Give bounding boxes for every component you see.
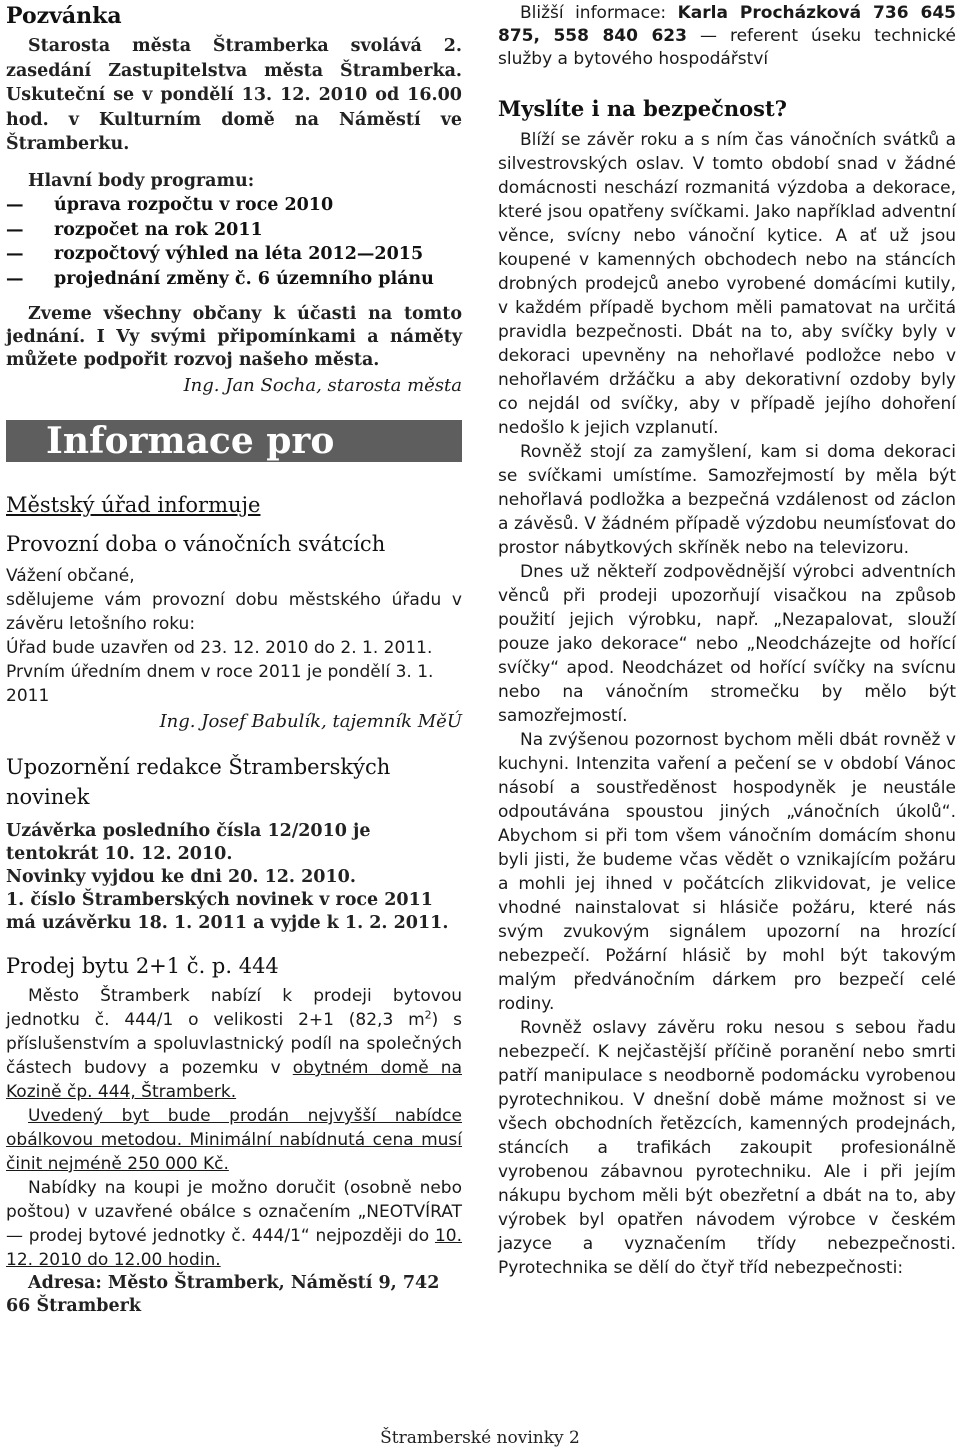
article-paragraph: Na zvýšenou pozornost bychom měli dbát rovněž v kuchyni. Intenzita vaření a pečení se v období Vánoc násobí a soustředěnost hospodyněk je neustále odpoutávána spoustou jiných „vánočních úkolů“. Abychom si při tom všem vánočním domácím shonu byli jisti, že budeme včas vědět o vznikajícím požáru a mohli jej ihned v počátcích zlikvidovat, je velice vhodné nainstalovat si hlásiče požáru, které nás svým zvukovým signálem upozorní na hrozící nebezpečí. Požární hlásič by mohl být takovým malým předvánočním dárkem pro bezpečí celé rodiny. (498, 730, 956, 1014)
safety-article (498, 128, 956, 1280)
office-text: sdělujeme vám provozní dobu městského úřadu v závěru letošního roku: (6, 590, 462, 634)
office-section (6, 492, 462, 734)
program-heading: Hlavní body programu: (28, 170, 255, 191)
program-list (6, 193, 462, 291)
sale-section (6, 953, 462, 1318)
left-column (6, 0, 462, 1318)
secretary-signature: Ing. Josef Babulík, tajemník MěÚ (159, 711, 462, 732)
notice-section (6, 752, 462, 935)
sale-description: Město Štramberk nabízí k prodeji bytovou jednotku č. 444/1 o velikosti 2+1 (82,3 $m^2$) s příslušenstvím a spoluvlastnický podíl na společných částech budovy a pozemku v obytném domě na Kozině čp. 444, Štramberk. (6, 986, 462, 1102)
office-greeting: Vážení občané, (6, 566, 135, 586)
invitation-title: Pozvánka (6, 3, 122, 29)
article-paragraph: Blíží se závěr roku a s ním čas vánočních svátků a silvestrovských oslav. V tomto období snad v žádné domácnosti neschází rozmanitá výzdoba a dekorace, které jsou opatřeny svíčkami. Jako například adventní věnce, svícny nebo vánoční kytice. A ať už jsou koupené v kamenných obchodech nebo na stáncích drobných prodejců anebo vyrobené domácími kutily, v každém případě bychom měli pamatovat na určitá pravidla bezpečnosti. Dbát na to, aby svíčky byly v dekoraci upevněny na nehořlavé podložce nebo v nehořlavém držáčku a aby dekorativní ozdoby byly co nejdál od svíčky, aby v případě jejího dohoření nedošlo k jejich vzplanutí. (498, 130, 956, 438)
article-paragraph: Rovněž oslavy závěru roku nesou s sebou řadu nebezpečí. K nejčastější příčině poranění nebo smrti patří manipulace s neodborně podomácku vyrobenou pyrotechnikou. V dnešní době máme možnost si ve všech obchodních řetězcích, kamenných prodejnách, stáncích a trafikách zakoupit profesionálně vyrobenou zábavnou pyrotechniku. Ale i při jejím nákupu bychom měli být obezřetní a dbát na to, aby výrobek byl opatřen návodem výrobce v českém jazyce a vyznačením třídy nebezpečnosti. Pyrotechnika se dělí do čtyř tříd nebezpečnosti: (498, 1018, 956, 1278)
notice-next: 1. číslo Štramberských novinek v roce 2011 má uzávěrku 18. 1. 2011 a vyjde k 1. 2. 2011. (6, 890, 449, 933)
section-banner: Informace pro občany (6, 420, 462, 462)
notice-heading: Upozornění redakce Štramberských novinek (6, 755, 391, 809)
office-closed: Úřad bude uzavřen od 23. 12. 2010 do 2. 1. 2011. (6, 638, 433, 658)
office-subheading: Provozní doba o vánočních svátcích (6, 532, 386, 556)
notice-deadline: Uzávěrka posledního čísla 12/2010 je tentokrát 10. 12. 2010. (6, 821, 371, 864)
list-item: — rozpočet na rok 2011 (6, 219, 263, 240)
sale-method: Uvedený byt bude prodán nejvyšší nabídce obálkovou metodou. Minimální nabídnutá cena musí činit nejméně 250 000 Kč. (6, 1106, 462, 1174)
safety-heading: Myslíte i na bezpečnost? (498, 96, 787, 121)
office-open: Prvním úředním dnem v roce 2011 je pondělí 3. 1. 2011 (6, 662, 434, 706)
right-column (498, 0, 956, 1280)
article-paragraph: Dnes už někteří zodpovědnější výrobci adventních věnců při prodeji upozorňují visačkou na způsob použití jejich výrobku, např. „Nezapalovat, slouží pouze jako dekorace“ nebo „Neodcházejte od hořící svíčky“ apod. Neodcházet od hořící svíčky na svícnu nebo na vánočním stromečku by mělo být samozřejmostí. (498, 562, 956, 726)
mayor-signature: Ing. Jan Socha, starosta města (183, 375, 462, 396)
sale-heading: Prodej bytu 2+1 č. p. 444 (6, 954, 279, 978)
page-footer: Štramberské novinky 2 (380, 1428, 580, 1448)
contact-info: Bližší informace: Karla Procházková 736 645 875, 558 840 623 — referent úseku technické služby a bytového hospodářství (498, 3, 956, 69)
invitation-text: Starosta města Štramberka svolává 2. zasedání Zastupitelstva města Štramberka. Uskuteční se v pondělí 13. 12. 2010 od 16.00 hod. v Kulturním domě na Náměstí ve Štramberku. (6, 36, 462, 154)
invitation-closing: Zveme všechny občany k účasti na tomto jednání. I Vy svými připomínkami a náměty můžete podpořit rozvoj našeho města. (6, 304, 462, 370)
sale-submission: Nabídky na koupi je možno doručit (osobně nebo poštou) v uzavřené obálce s označením „NEOTVÍRAT — prodej bytové jednotky č. 444/1“ nejpozději do 10. 12. 2010 do 12.00 hodin. (6, 1178, 462, 1270)
invitation-section (6, 2, 462, 398)
office-heading: Městský úřad informuje (6, 493, 261, 517)
notice-release: Novinky vyjdou ke dni 20. 12. 2010. (6, 867, 356, 887)
article-paragraph: Rovněž stojí za zamyšlení, kam si doma dekoraci se svíčkami umístíme. Samozřejmostí by měla být nehořlavá podložka a bezpečná vzdálenost od záclon a závěsů. V žádném případě výzdobu neumísťovat do prostor nábytkových skříněk nebo na televizoru. (498, 442, 956, 558)
sale-address: Adresa: Město Štramberk, Náměstí 9, 742 66 Štramberk (6, 1273, 440, 1316)
list-item: — úprava rozpočtu v roce 2010 (6, 195, 334, 215)
list-item: — rozpočtový výhled na léta 2012—2015 (6, 244, 424, 264)
list-item: — projednání změny č. 6 územního plánu (6, 268, 434, 289)
